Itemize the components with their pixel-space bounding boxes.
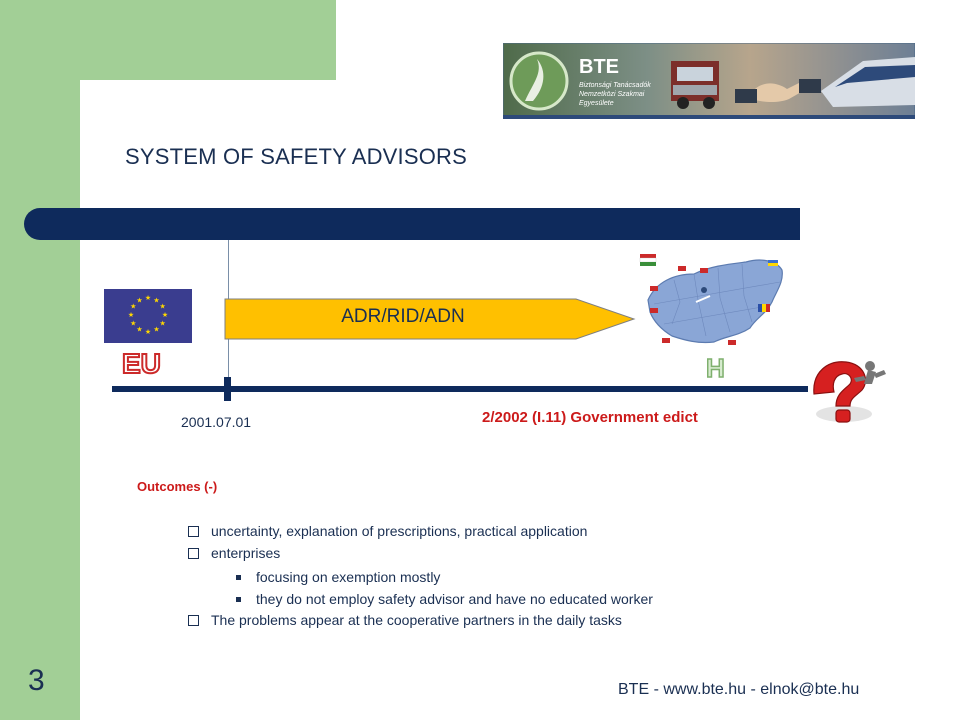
list-item	[188, 545, 280, 561]
footer-text: BTE - www.bte.hu - elnok@bte.hu	[618, 681, 860, 698]
green-frame-top	[0, 0, 336, 80]
header-bar	[24, 208, 800, 240]
logo-subtitle-line-3: Egyesülete	[579, 100, 614, 107]
timeline-tick	[224, 377, 231, 401]
question-mark-icon	[806, 354, 888, 428]
eu-label-text: EU	[122, 348, 161, 377]
outcomes-heading: Outcomes (-)	[137, 479, 218, 494]
box-bullet-icon	[188, 526, 199, 537]
green-frame-left	[0, 0, 80, 720]
bte-logo-banner	[503, 43, 915, 119]
svg-text:★: ★	[136, 296, 143, 305]
list-item	[188, 523, 587, 539]
logo-subtitle-line-2: Nemzetközi Szakmai	[579, 91, 645, 98]
list-item-text: The problems appear at the cooperative partners in the daily tasks	[211, 612, 622, 628]
svg-text:★: ★	[159, 302, 166, 311]
svg-text:★: ★	[130, 319, 137, 328]
slide-title: SYSTEM OF SAFETY ADVISORS	[125, 144, 468, 169]
list-item-text: enterprises	[211, 545, 281, 561]
arrow-label: ADR/RID/ADN	[341, 306, 465, 327]
box-bullet-icon	[188, 615, 199, 626]
svg-text:★: ★	[153, 325, 160, 334]
box-bullet-icon	[188, 548, 199, 559]
logo-subtitle-line-1: Biztonsági Tanácsadók	[579, 82, 651, 89]
eu-label	[120, 347, 172, 377]
page-number: 3	[28, 664, 45, 697]
government-edict-label: 2/2002 (I.11) Government edict	[482, 409, 698, 426]
list-item	[188, 612, 622, 628]
hungary-map-icon	[634, 252, 786, 356]
svg-text:★: ★	[144, 328, 152, 336]
timeline-axis	[112, 386, 808, 392]
list-subitem	[236, 569, 440, 585]
svg-text:★: ★	[159, 319, 166, 328]
list-subitem-text: focusing on exemption mostly	[256, 569, 441, 585]
svg-text:★: ★	[136, 325, 143, 334]
svg-text:★: ★	[161, 311, 169, 319]
svg-text:★: ★	[144, 294, 152, 302]
square-bullet-icon	[236, 575, 241, 580]
list-subitem-text: they do not employ safety advisor and have no educated worker	[256, 591, 653, 607]
list-item-text: uncertainty, explanation of prescriptions, practical application	[211, 523, 588, 539]
svg-text:★: ★	[153, 296, 160, 305]
start-date-label: 2001.07.01	[181, 414, 252, 430]
square-bullet-icon	[236, 597, 241, 602]
svg-text:★: ★	[130, 302, 137, 311]
h-label	[704, 352, 738, 382]
h-label-text: H	[706, 353, 725, 382]
eu-flag-icon	[104, 289, 192, 343]
list-subitem	[236, 591, 653, 607]
svg-text:★: ★	[127, 311, 135, 319]
logo-title: BTE	[579, 56, 619, 78]
